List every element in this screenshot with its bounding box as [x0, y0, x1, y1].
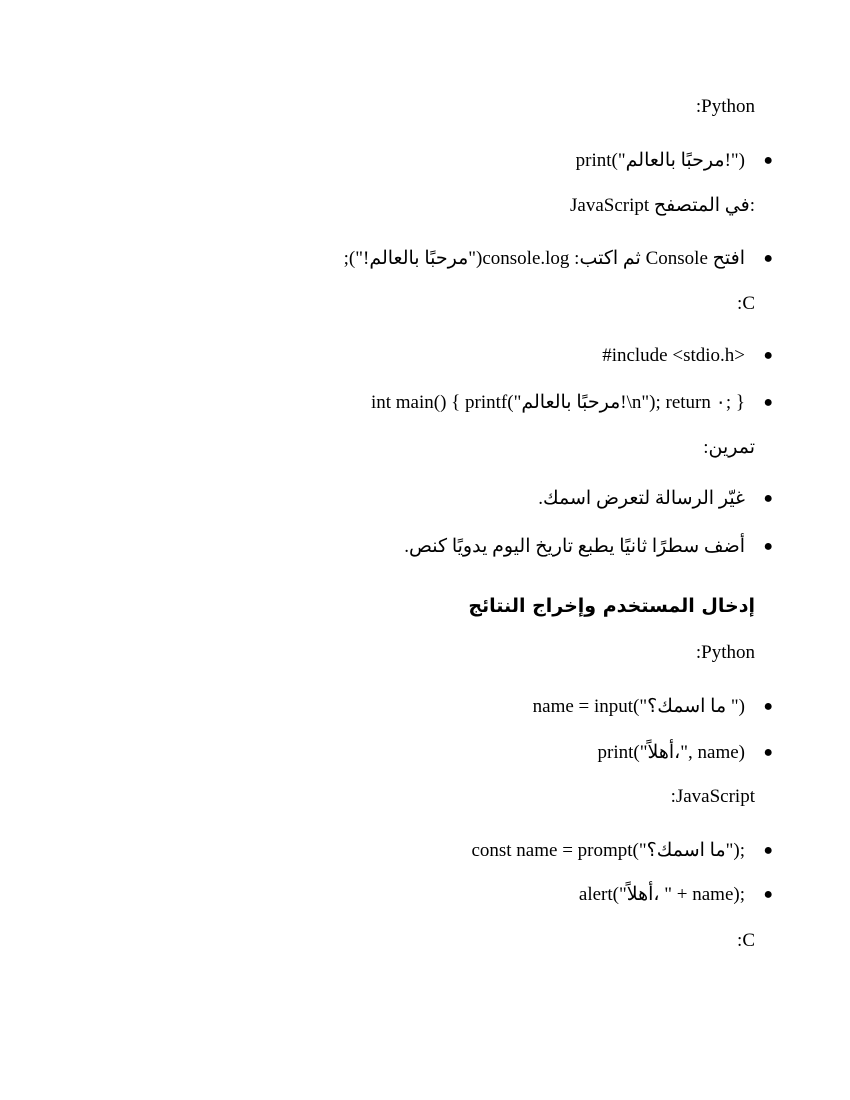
code-js-alert: alert("أهلاً، " + name);: [578, 884, 745, 905]
list-item: [532, 694, 773, 720]
bullet-icon: ●: [763, 842, 773, 859]
bullet-icon: ●: [763, 394, 773, 411]
python-label: :Python: [695, 642, 755, 663]
bullet-icon: ●: [763, 744, 773, 761]
list-item: [404, 534, 773, 560]
code-c-include: #include <stdio.h>: [602, 345, 745, 366]
exercise-item: أضف سطرًا ثانيًا يطبع تاريخ اليوم يدويًا كنص.: [404, 536, 745, 557]
code-js-prompt: const name = prompt("ما اسمك؟");: [471, 840, 745, 861]
list-item: [538, 486, 773, 512]
code-python-input: name = input("ما اسمك؟ "): [532, 696, 745, 717]
exercise-item: غيّر الرسالة لتعرض اسمك.: [538, 488, 745, 509]
bullet-icon: ●: [763, 886, 773, 903]
code-python-print-name: print("أهلاً،", name): [597, 742, 745, 763]
javascript-label: :JavaScript: [670, 786, 755, 807]
list-item: [578, 882, 773, 908]
bullet-icon: ●: [763, 538, 773, 555]
bullet-icon: ●: [763, 250, 773, 267]
code-python-print: print("مرحبًا بالعالم!"): [575, 150, 745, 171]
list-item: [471, 838, 773, 864]
bullet-icon: ●: [763, 152, 773, 169]
js-console-instruction: افتح Console ثم اكتب: console.log("مرحبًا بالعالم!");: [343, 248, 745, 269]
list-item: [602, 343, 773, 369]
list-item: [575, 148, 773, 174]
python-label: :Python: [695, 96, 755, 117]
list-item: [597, 740, 773, 766]
section-heading: إدخال المستخدم وإخراج النتائج: [468, 595, 755, 617]
js-browser-label: JavaScript في المتصفح:: [570, 195, 755, 216]
list-item: [343, 246, 773, 272]
list-item: [370, 390, 773, 416]
c-label: :C: [737, 293, 755, 314]
c-label: :C: [737, 930, 755, 951]
bullet-icon: ●: [763, 698, 773, 715]
bullet-icon: ●: [763, 347, 773, 364]
code-c-main: int main() { printf("مرحبًا بالعالم!\n"); return ٠; }: [370, 392, 745, 413]
exercise-label: تمرين:: [703, 437, 755, 458]
bullet-icon: ●: [763, 490, 773, 507]
